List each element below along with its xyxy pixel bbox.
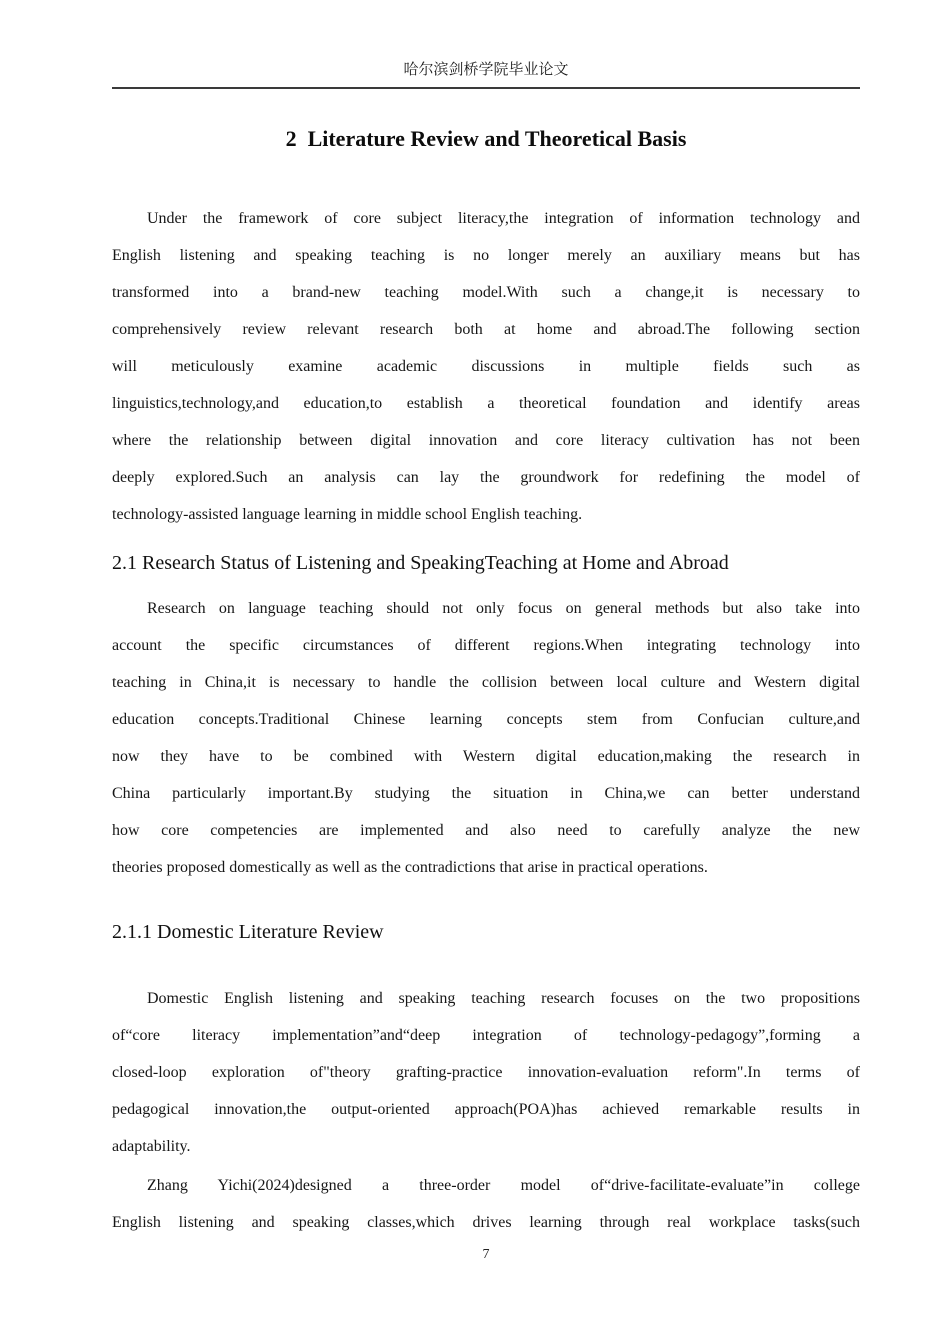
text-line: Domestic English listening and speaking teaching research focuses on the two propositions — [147, 990, 860, 1007]
text-line: linguistics,technology,and education,to establish a theoretical foundation and identify areas — [112, 395, 860, 412]
text-line: education concepts.Traditional Chinese learning concepts stem from Confucian culture,and — [112, 711, 860, 728]
text-line: English listening and speaking classes,which drives learning through real workplace tasks(such — [112, 1214, 860, 1231]
text-line: technology-assisted language learning in middle school English teaching. — [112, 506, 583, 523]
paragraph — [112, 200, 860, 533]
text-line: Research on language teaching should not only focus on general methods but also take into — [147, 600, 860, 617]
page-header: 哈尔滨剑桥学院毕业论文 — [403, 62, 569, 78]
text-line: where the relationship between digital innovation and core literacy cultivation has not been — [112, 432, 860, 449]
section-heading: 2.1.1 Domestic Literature Review — [112, 921, 384, 943]
text-line: now they have to be combined with Western digital education,making the research in — [112, 748, 860, 765]
text-line: account the specific circumstances of different regions.When integrating technology into — [112, 637, 860, 654]
text-line: China particularly important.By studying the situation in China,we can better understand — [112, 785, 860, 802]
page-content — [112, 0, 860, 1269]
text-line: adaptability. — [112, 1138, 191, 1155]
text-line: will meticulously examine academic discussions in multiple fields such as — [112, 358, 860, 375]
text-line: deeply explored.Such an analysis can lay the groundwork for redefining the model of — [112, 469, 860, 486]
header-divider — [112, 87, 860, 89]
section-heading: 2.1 Research Status of Listening and SpeakingTeaching at Home and Abroad — [112, 552, 729, 574]
page-number: 7 — [482, 1247, 490, 1262]
text-line: of“core literacy implementation”and“deep integration of technology-pedagogy”,forming a — [112, 1027, 860, 1044]
text-line: English listening and speaking teaching is no longer merely an auxiliary means but has — [112, 247, 860, 264]
text-line: Zhang Yichi(2024)designed a three-order model of“drive-facilitate-evaluate”in college — [147, 1177, 860, 1194]
text-line: comprehensively review relevant research both at home and abroad.The following section — [112, 321, 860, 338]
text-line: how core competencies are implemented and also need to carefully analyze the new — [112, 822, 860, 839]
paragraph — [112, 1167, 860, 1241]
chapter-title: 2 Literature Review and Theoretical Basis — [285, 126, 687, 151]
paragraph — [112, 980, 860, 1165]
text-line: closed-loop exploration of"theory grafting-practice innovation-evaluation reform".In terms of — [112, 1064, 860, 1081]
text-line: pedagogical innovation,the output-oriented approach(POA)has achieved remarkable results in — [112, 1101, 860, 1118]
text-line: teaching in China,it is necessary to handle the collision between local culture and Western digital — [112, 674, 860, 691]
paragraph — [112, 590, 860, 886]
text-line: Under the framework of core subject literacy,the integration of information technology and — [147, 210, 860, 227]
text-line: theories proposed domestically as well as the contradictions that arise in practical operations. — [112, 859, 708, 876]
content-blocks — [112, 200, 860, 1241]
text-line: transformed into a brand-new teaching model.With such a change,it is necessary to — [112, 284, 860, 301]
